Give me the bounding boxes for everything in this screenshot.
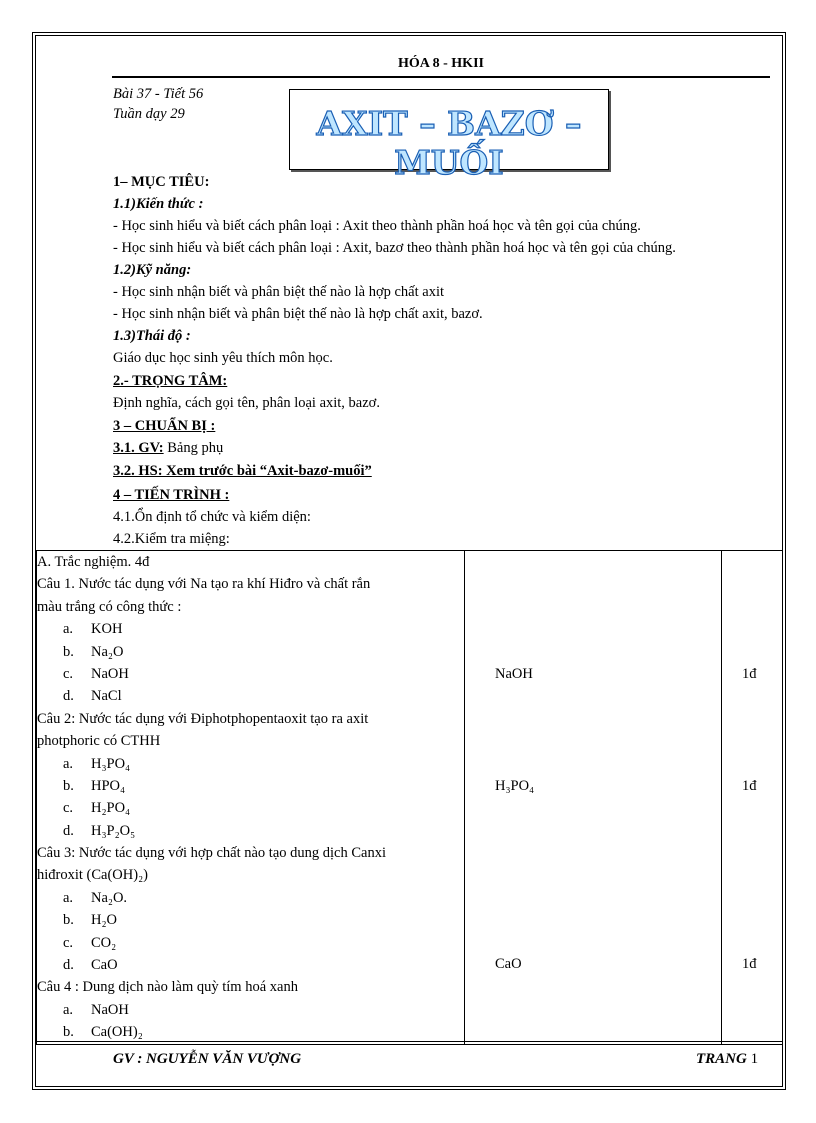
preparation-hs: 3.2. HS: Xem trước bài “Axit-bazơ-muối”	[113, 463, 372, 479]
skills-item-2: - Học sinh nhận biết và phân biệt thế nào là hợp chất axit, bazơ.	[113, 306, 483, 322]
focus-heading: 2.- TRỌNG TÂM:	[113, 373, 228, 389]
q1-text-2: màu trắng có công thức :	[37, 598, 182, 615]
gv-label: 3.1. GV:	[113, 440, 164, 456]
q3-c-value: CO₂	[91, 934, 117, 951]
q1-b-value: Na₂O	[91, 643, 124, 660]
page-number: 1	[750, 1051, 759, 1067]
q3-answer: CaO	[495, 956, 522, 972]
q2-option-d	[37, 820, 464, 842]
q1-text-1: Câu 1. Nước tác dụng với Na tạo ra khí Hiđro và chất rắn	[37, 576, 371, 593]
answers-cell	[465, 551, 722, 1045]
option-label: a.	[63, 889, 74, 906]
gv-text: Bảng phụ	[167, 440, 224, 456]
option-label: a.	[63, 755, 74, 772]
q4-option-a	[37, 999, 464, 1021]
q3-a-value: Na₂O.	[91, 889, 128, 906]
q1-answer: NaOH	[495, 666, 533, 682]
q2-option-c	[37, 797, 464, 819]
table-row	[37, 551, 783, 1045]
option-label: c.	[63, 800, 74, 817]
q1-c-value: NaOH	[91, 665, 129, 682]
option-label: c.	[63, 934, 74, 951]
procedure-heading: 4 – TIẾN TRÌNH :	[113, 487, 230, 503]
objectives-heading-text: 1– MỤC TIÊU:	[113, 174, 210, 190]
q4-a-value: NaOH	[91, 1001, 129, 1018]
q2-a-value: H₃PO₄	[91, 755, 131, 772]
q2-d-value: H₃P₂O₅	[91, 822, 136, 839]
attitude-text: Giáo dục học sinh yêu thích môn học.	[113, 350, 333, 366]
q1-option-c	[37, 663, 464, 685]
preparation-gv	[113, 440, 223, 457]
option-label: c.	[63, 665, 74, 682]
option-label: b.	[63, 1024, 74, 1041]
title-box	[289, 89, 609, 182]
q3-option-a	[37, 887, 464, 909]
questions-cell	[37, 551, 465, 1045]
q1-d-value: NaCl	[91, 688, 122, 705]
knowledge-item-1: - Học sinh hiểu và biết cách phân loại : Axit theo thành phần hoá học và tên gọi của chúng.	[113, 218, 641, 234]
header-rule	[112, 76, 770, 78]
objectives-heading	[113, 174, 209, 191]
q3-option-b	[37, 909, 464, 931]
header-subject: HÓA 8 - HKII	[398, 56, 484, 71]
option-label: a.	[63, 1001, 74, 1018]
footer-rule	[36, 1041, 782, 1042]
procedure-step-1: 4.1.Ổn định tổ chức và kiểm diện:	[113, 509, 311, 525]
q2-c-value: H₂PO₄	[91, 800, 131, 817]
q2-text-2: photphoric có CTHH	[37, 733, 161, 750]
q2-text-1: Câu 2: Nước tác dụng với Điphotphopentaoxit tạo ra axit	[37, 710, 369, 727]
q1-option-b	[37, 641, 464, 663]
page-label: TRANG	[696, 1051, 747, 1067]
q1-points: 1đ	[742, 666, 757, 682]
focus-text: Định nghĩa, cách gọi tên, phân loại axit, bazơ.	[113, 395, 380, 411]
option-label: a.	[63, 621, 74, 638]
q1-a-value: KOH	[91, 621, 123, 638]
option-label: d.	[63, 688, 74, 705]
q2-b-value: HPO₄	[91, 777, 126, 794]
points-cell	[722, 551, 783, 1045]
quiz-table	[36, 550, 783, 1045]
lesson-title: AXIT – BAZƠ – MUỐI	[316, 104, 582, 182]
q4-b-value: Ca(OH)₂	[91, 1024, 143, 1041]
q4-text-1: Câu 4 : Dung dịch nào làm quỳ tím hoá xanh	[37, 979, 298, 996]
q3-option-c	[37, 932, 464, 954]
q1-option-d	[37, 685, 464, 707]
quiz-heading: A. Trắc nghiệm. 4đ	[37, 554, 150, 570]
q2-answer: H₃PO₄	[495, 778, 535, 794]
lesson-number: Bài 37 - Tiết 56	[113, 86, 204, 102]
knowledge-heading: 1.1)Kiến thức :	[113, 196, 204, 212]
footer-teacher: GV : NGUYỄN VĂN VƯỢNG	[113, 1051, 302, 1067]
q3-text-1: Câu 3: Nước tác dụng với hợp chất nào tạo dung dịch Canxi	[37, 845, 386, 862]
attitude-heading: 1.3)Thái độ :	[113, 328, 191, 344]
q3-d-value: CaO	[91, 957, 118, 974]
footer-page	[696, 1051, 758, 1068]
q2-points: 1đ	[742, 778, 757, 794]
preparation-heading: 3 – CHUẨN BỊ :	[113, 418, 216, 434]
skills-item-1: - Học sinh nhận biết và phân biệt thế nào là hợp chất axit	[113, 284, 445, 300]
option-label: b.	[63, 777, 74, 794]
option-label: d.	[63, 822, 74, 839]
option-label: b.	[63, 912, 74, 929]
lesson-week: Tuần dạy 29	[113, 106, 185, 122]
knowledge-item-2: - Học sinh hiểu và biết cách phân loại : Axit, bazơ theo thành phần hoá học và tên gọi của chúng.	[113, 240, 676, 256]
q1-option-a	[37, 618, 464, 640]
q2-option-b	[37, 775, 464, 797]
q3-text-2: hiđroxit (Ca(OH)₂)	[37, 867, 148, 884]
q2-option-a	[37, 753, 464, 775]
procedure-step-2: 4.2.Kiểm tra miệng:	[113, 531, 230, 547]
skills-heading: 1.2)Kỹ năng:	[113, 262, 192, 278]
option-label: b.	[63, 643, 74, 660]
option-label: d.	[63, 957, 74, 974]
q3-option-d	[37, 954, 464, 976]
q3-points: 1đ	[742, 956, 757, 972]
q3-b-value: H₂O	[91, 912, 117, 929]
